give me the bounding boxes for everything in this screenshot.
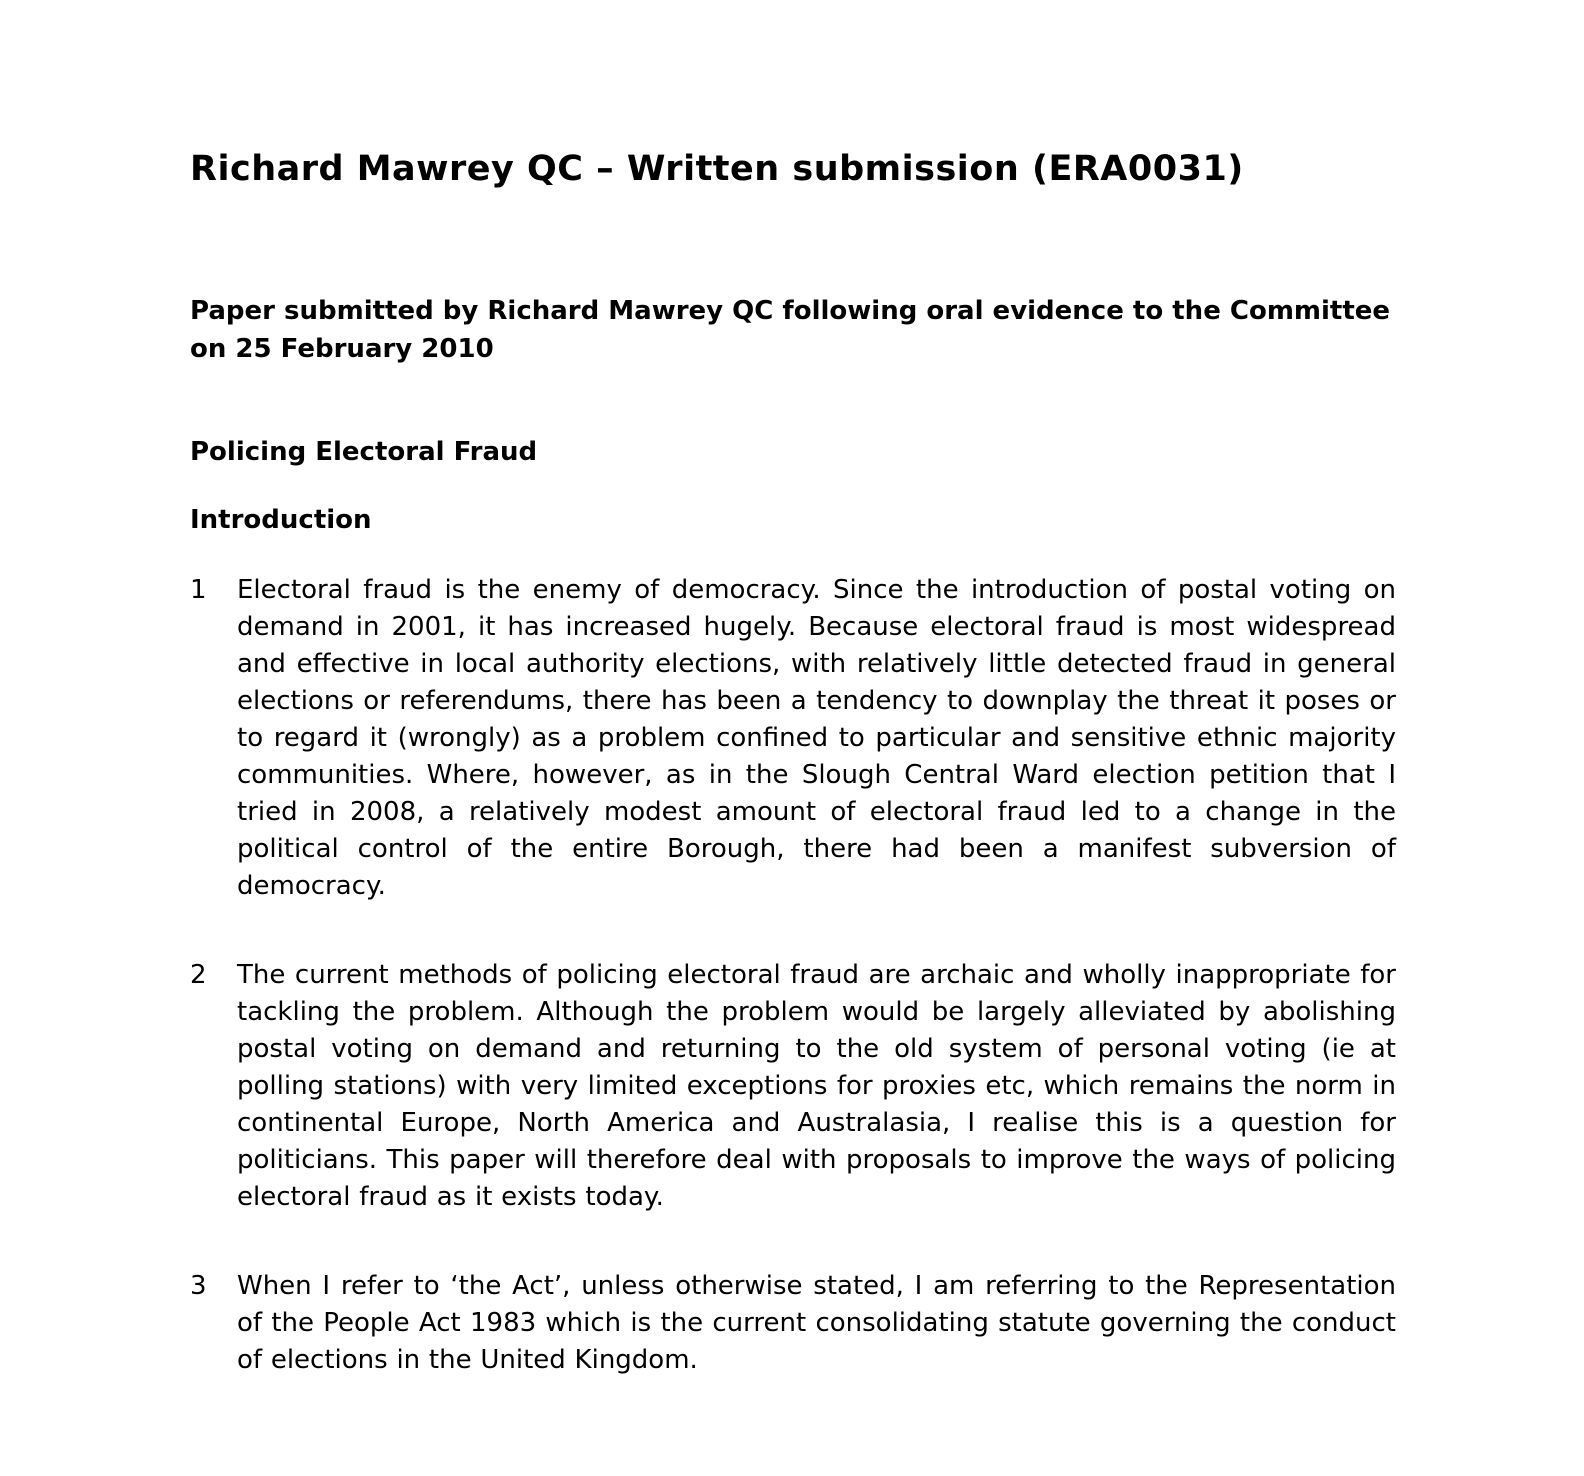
numbered-paragraph-2 [190,957,1396,1216]
document-subtitle: Paper submitted by Richard Mawrey QC following oral evidence to the Committee on 25 February 2010 [190,296,1391,364]
paragraph-number: 2 [190,960,207,990]
numbered-paragraph-3 [190,1268,1396,1379]
paragraph-text: The current methods of policing electoral fraud are archaic and wholly inappropriate for tackling the problem. Although the problem would be largely alleviated by abolishing postal voting on demand and returning to the old system of personal voting (ie at polling stations) with very limited exceptions for proxies etc, which remains the norm in continental Europe, North America and Australasia, I realise this is a question for politicians. This paper will therefore deal with proposals to improve the ways of policing electoral fraud as it exists today. [237,960,1396,1212]
paragraph-text: When I refer to ‘the Act’, unless otherwise stated, I am referring to the Representation of the People Act 1983 which is the current consolidating statute governing the conduct of elections in the United Kingdom. [237,1271,1396,1375]
section-heading-policing-electoral-fraud: Policing Electoral Fraud [190,437,538,467]
paragraph-number: 3 [190,1271,207,1301]
section-heading-introduction: Introduction [190,505,372,535]
numbered-paragraph-1 [190,572,1396,905]
paragraph-text: Electoral fraud is the enemy of democracy. Since the introduction of postal voting on demand in 2001, it has increased hugely. Because electoral fraud is most widespread and effective in local authority elections, with relatively little detected fraud in general elections or referendums, there has been a tendency to downplay the threat it poses or to regard it (wrongly) as a problem confined to particular and sensitive ethnic majority communities. Where, however, as in the Slough Central Ward election petition that I tried in 2008, a relatively modest amount of electoral fraud led to a change in the political control of the entire Borough, there had been a manifest subversion of democracy. [237,575,1396,901]
paragraph-number: 1 [190,575,207,605]
document-title: Richard Mawrey QC – Written submission (ERA0031) [190,149,1244,189]
